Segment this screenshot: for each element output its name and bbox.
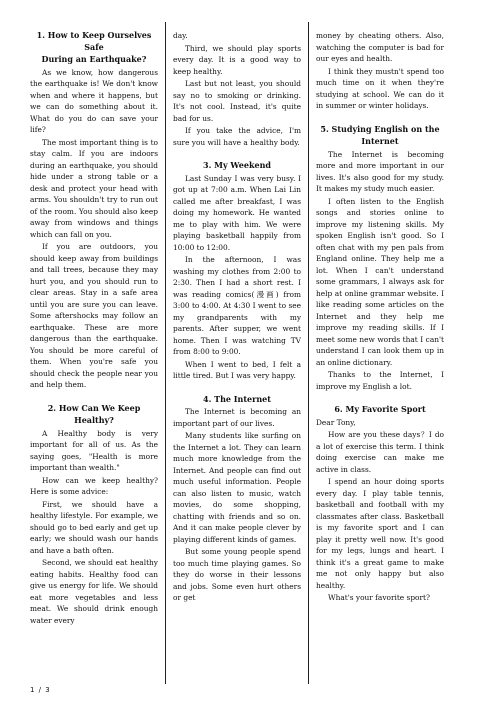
paragraph: The most important thing is to stay calm. If you are indoors during an earthquake, you should hide under a strong table or a desk and protect your head with arms. You shouldn't try to run out of the room. You should also keep away from windows and things which can fall on you. [30, 137, 158, 239]
paragraph-continued: money by cheating others. Also, watching the computer is bad for our eyes and health. [316, 31, 444, 63]
paragraph: Last Sunday I was very busy. I got up at 7:00 a.m. When Lai Lin called me after breakfast, I was doing my homework. He wanted me to play with him. We were playing basketball happily from 10:00 to 12:00. [173, 173, 301, 252]
paragraph: The Internet is becoming more and more important in our lives. It's also good for my study. It makes my study much easier. [316, 149, 444, 193]
section-4-title: 4. The Internet [203, 393, 271, 404]
section-1-title-line-1: 1. How to Keep Ourselves Safe [36, 30, 152, 52]
section-5-title-line-2: Internet [361, 136, 399, 146]
paragraph: If you are outdoors, you should keep away from buildings and tall trees, because they may hurt you, and you should run to clear areas. Stay in a safe area until you are sure you can leave. Some aftershocks may follow an earthquake. These are more dangerous than the earthquake. You should be more careful of them. When you're safe you should check the people near you and help them. [30, 242, 158, 389]
section-6-title: 6. My Favorite Sport [334, 404, 426, 414]
paragraph: When I went to bed, I felt a little tired. But I was very happy. [173, 359, 301, 380]
letter-salutation: Dear Tony, [316, 417, 356, 427]
paragraph: I often listen to the English songs and stories online to improve my listening skills. My spoken English isn't good. So I often chat with my pen pals from England online. They help me a lot. When I can't understand some grammars, I always ask for help at online grammar website. I like reading some articles on the Internet and they help me improve my reading skills. If I meet some new words that I can't understand I can look them up in an online dictionary. [316, 196, 444, 367]
paragraph-continued: day. [173, 31, 188, 40]
paragraph: The Internet is becoming an important part of our lives. [173, 407, 301, 428]
paragraph: I spend an hour doing sports every day. I play table tennis, basketball and football with my classmates after class. Basketball is my favorite sport and I can play it pretty well now. It's good for my legs, lungs and heart. I think it's a great game to make me not only happy but also healthy. [316, 477, 444, 590]
section-2-title-line-1: 2. How Can We Keep [47, 402, 141, 413]
section-1-title-line-2: During an Earthquake? [41, 54, 147, 64]
paragraph: I think they mustn't spend too much time on it when they're studying at school. We can do it in summer or winter holidays. [316, 66, 444, 110]
paragraph: Thanks to the Internet, I improve my English a lot. [316, 370, 444, 391]
paragraph: If you take the advice, I'm sure you will have a healthy body. [173, 126, 301, 147]
section-5-title-line-1: 5. Studying English on the [320, 123, 440, 134]
section-2-title-line-2: Healthy? [74, 415, 114, 425]
paragraph: A Healthy body is very important for all of us. As the saying goes, "Health is more important than wealth." [30, 428, 158, 472]
column-divider [308, 22, 309, 684]
paragraph: How can we keep healthy? Here is some advice: [30, 475, 158, 496]
section-3-title: 3. My Weekend [203, 160, 271, 170]
column-divider [165, 22, 166, 684]
paragraph: Second, we should eat healthy eating habits. Healthy food can give us energy for life. We should eat more vegetables and less meat. We should drink enough water every [30, 558, 158, 625]
column-1 [30, 30, 158, 680]
paragraph: How are you these days？I do a lot of exercise this term. I think doing exercise can make me active in class. [316, 430, 444, 474]
paragraph: But some young people spend too much time playing games. So they do worse in their lessons and jobs. Some even hurt others or get [173, 547, 301, 602]
paragraph: In the afternoon, I was washing my clothes from 2:00 to 2:30. Then I had a short rest. I was reading comics(漫画) from 3:00 to 4:00. At 4:30 I went to see my grandparents with my parents. After supper, we went home. Then I was watching TV from 8:00 to 9:00. [173, 255, 301, 356]
paragraph: Many students like surfing on the Internet a lot. They can learn much more knowledge from the Internet. And people can find out much useful information. People can also listen to music, watch movies, do some shopping, chatting with friends and so on. And it can make people clever by playing different kinds of games. [173, 431, 301, 544]
paragraph: What's your favorite sport? [328, 593, 430, 602]
page-number: 1 / 3 [30, 686, 51, 694]
column-3 [316, 30, 444, 680]
column-2 [173, 30, 301, 680]
paragraph: Third, we should play sports every day. It is a good way to keep healthy. [173, 43, 301, 76]
paragraph: Last but not least, you should say no to smoking or drinking. It's not cool. Instead, it's quite bad for us. [173, 79, 301, 123]
paragraph: As we know, how dangerous the earthquake is! We don't know when and where it happens, but we can do something about it. What do you do can save your life? [30, 67, 158, 134]
paragraph: First, we should have a healthy lifestyle. For example, we should go to bed early and get up early; we should wash our hands and have a bath often. [30, 499, 158, 555]
